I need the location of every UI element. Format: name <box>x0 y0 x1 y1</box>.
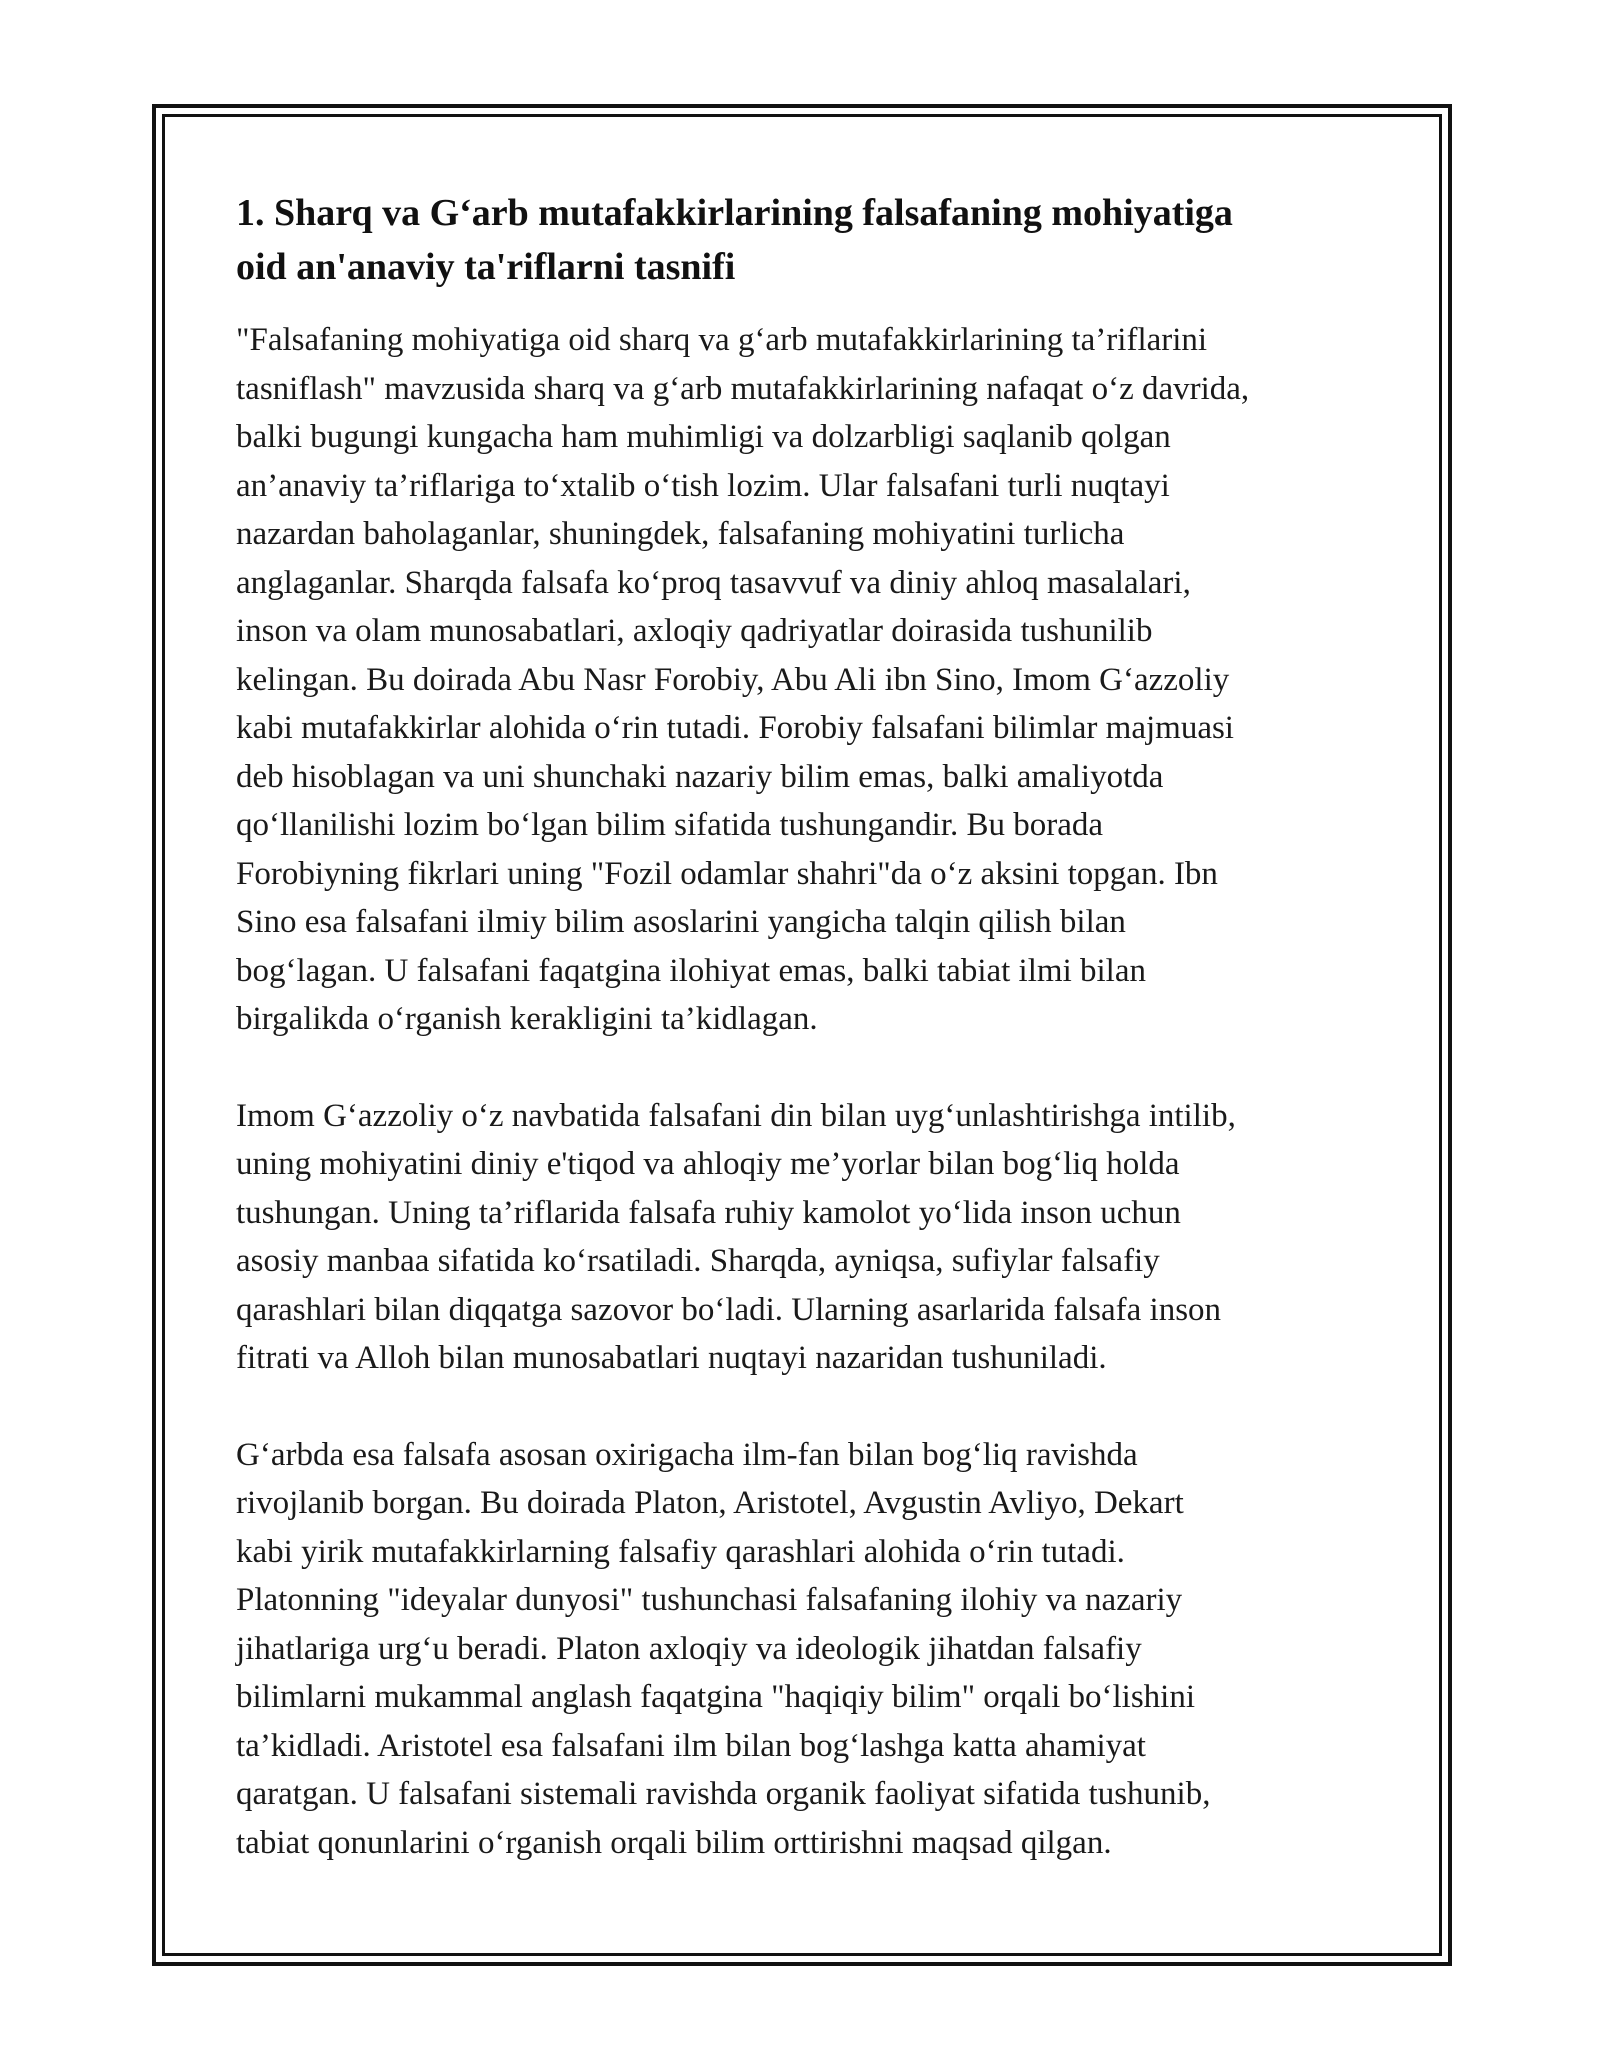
text-line: Sino esa falsafani ilmiy bilim asoslarini yangicha talqin qilish bilan <box>236 904 1126 940</box>
text-line: anglaganlar. Sharqda falsafa ko‘proq tasavvuf va diniy ahloq masalalari, <box>236 564 1191 601</box>
text-line: rivojlanib borgan. Bu doirada Platon, Aristotel, Avgustin Avliyo, Dekart <box>236 1485 1184 1521</box>
text-line: G‘arbda esa falsafa asosan oxirigacha ilm-fan bilan bog‘liq ravishda <box>236 1436 1138 1473</box>
text-line: bilimlarni mukammal anglash faqatgina "haqiqiy bilim" orqali bo‘lishini <box>236 1679 1196 1715</box>
text-line: qo‘llanilishi lozim bo‘lgan bilim sifatida tushungandir. Bu borada <box>236 807 1104 843</box>
text-line: Platonning "ideyalar dunyosi" tushunchasi falsafaning ilohiy va nazariy <box>236 1582 1183 1618</box>
text-line: "Falsafaning mohiyatiga oid sharq va g‘arb mutafakkirlarining ta’riflarini <box>236 322 1208 358</box>
text-line: birgalikda o‘rganish kerakligini ta’kidlagan. <box>236 1001 818 1037</box>
section-title <box>236 186 1376 294</box>
text-line: fitrati va Alloh bilan munosabatlari nuqtayi nazaridan tushuniladi. <box>236 1340 1107 1376</box>
text-line: an’anaviy ta’riflariga to‘xtalib o‘tish lozim. Ular falsafani turli nuqtayi <box>236 467 1170 504</box>
text-line: qarashlari bilan diqqatga sazovor bo‘ladi. Ularning asarlarida falsafa inson <box>236 1291 1222 1328</box>
paragraph-ghazali <box>236 1092 1376 1383</box>
text-line: bog‘lagan. U falsafani faqatgina ilohiyat emas, balki tabiat ilmi bilan <box>236 952 1146 989</box>
text-line: kelingan. Bu doirada Abu Nasr Forobiy, Abu Ali ibn Sino, Imom G‘azzoliy <box>236 661 1230 698</box>
text-line: tushungan. Uning ta’riflarida falsafa ruhiy kamolot yo‘lida inson uchun <box>236 1194 1181 1231</box>
text-line: deb hisoblagan va uni shunchaki nazariy bilim emas, balki amaliyotda <box>236 758 1164 795</box>
text-line: ta’kidladi. Aristotel esa falsafani ilm bilan bog‘lashga katta ahamiyat <box>236 1727 1146 1764</box>
document-body <box>236 186 1376 1867</box>
text-line: jihatlariga urg‘u beradi. Platon axloqiy va ideologik jihatdan falsafiy <box>236 1630 1142 1667</box>
paragraph-west <box>236 1431 1376 1868</box>
text-line: nazardan baholaganlar, shuningdek, falsafaning mohiyatini turlicha <box>236 516 1125 552</box>
paragraph-east <box>236 316 1376 1044</box>
title-line: oid an'anaviy ta'riflarni tasnifi <box>236 246 736 288</box>
text-line: Forobiyning fikrlari uning "Fozil odamlar shahri"da o‘z aksini topgan. Ibn <box>236 855 1218 892</box>
title-line: 1. Sharq va G‘arb mutafakkirlarining falsafaning mohiyatiga <box>236 192 1233 234</box>
text-line: qaratgan. U falsafani sistemali ravishda organik faoliyat sifatida tushunib, <box>236 1776 1211 1812</box>
text-line: inson va olam munosabatlari, axloqiy qadriyatlar doirasida tushunilib <box>236 613 1153 649</box>
text-line: kabi mutafakkirlar alohida o‘rin tutadi. Forobiy falsafani bilimlar majmuasi <box>236 710 1234 746</box>
text-line: asosiy manbaa sifatida ko‘rsatiladi. Sharqda, ayniqsa, sufiylar falsafiy <box>236 1243 1160 1279</box>
text-line: tasniflash" mavzusida sharq va g‘arb mutafakkirlarining nafaqat o‘z davrida, <box>236 370 1250 407</box>
text-line: balki bugungi kungacha ham muhimligi va dolzarbligi saqlanib qolgan <box>236 419 1171 455</box>
text-line: kabi yirik mutafakkirlarning falsafiy qarashlari alohida o‘rin tutadi. <box>236 1533 1125 1570</box>
text-line: Imom G‘azzoliy o‘z navbatida falsafani din bilan uyg‘unlashtirishga intilib, <box>236 1097 1236 1134</box>
text-line: uning mohiyatini diniy e'tiqod va ahloqiy me’yorlar bilan bog‘liq holda <box>236 1146 1180 1182</box>
text-line: tabiat qonunlarini o‘rganish orqali bilim orttirishni maqsad qilgan. <box>236 1824 1112 1861</box>
